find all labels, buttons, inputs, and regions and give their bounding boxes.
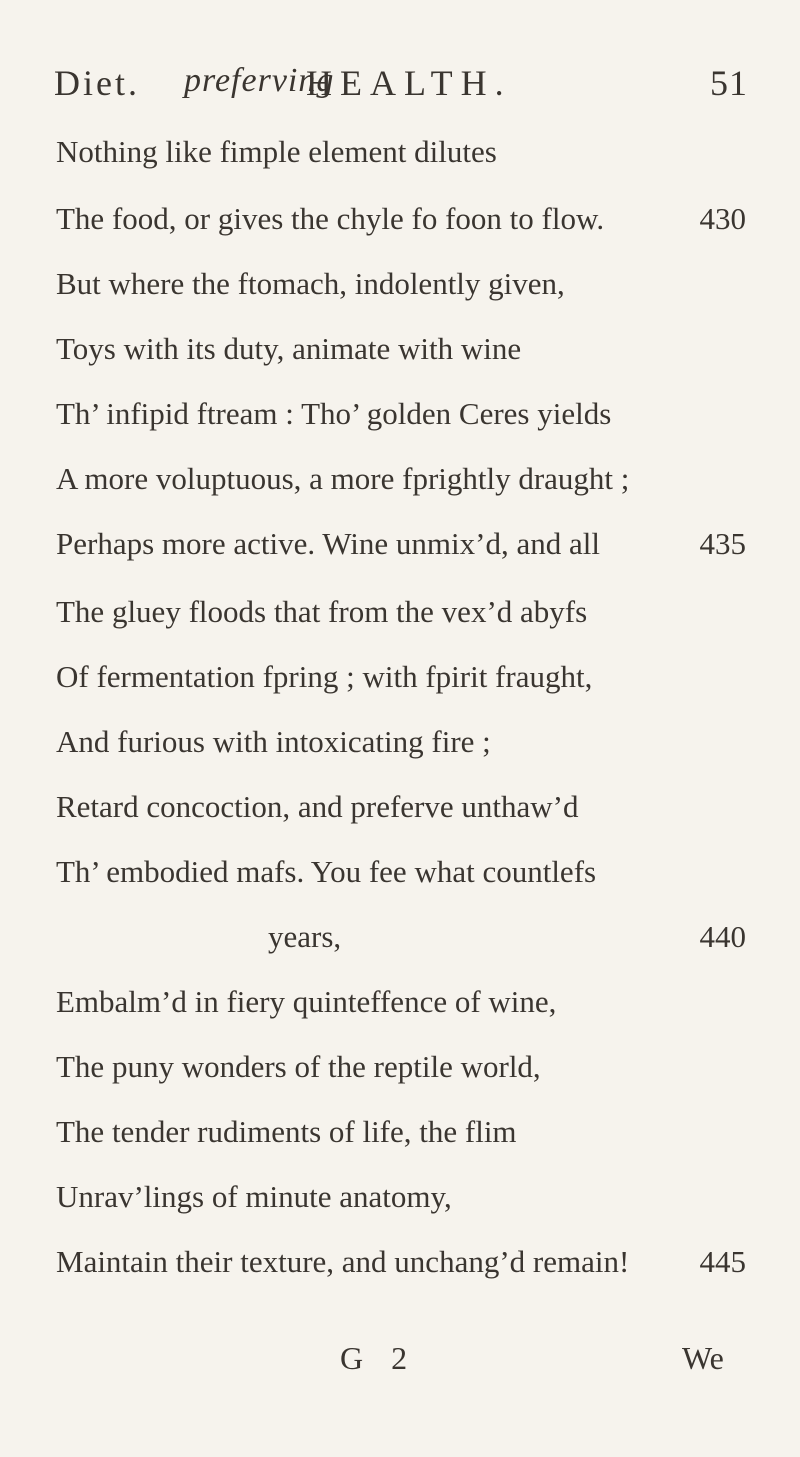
verse-line-text: A more voluptuous, a more fprightly draught ; xyxy=(56,461,630,496)
header-italic-word: preferving xyxy=(184,62,335,99)
verse-line xyxy=(56,1175,746,1219)
verse-line xyxy=(56,262,746,306)
header-section-title: Diet. xyxy=(54,63,140,103)
verse-line-text: Maintain their texture, and unchang’d remain! xyxy=(56,1244,630,1279)
header-health-word: HEALTH. xyxy=(306,63,512,103)
line-number: 430 xyxy=(699,201,746,236)
verse-line-text: The puny wonders of the reptile world, xyxy=(56,1049,541,1084)
verse-line-text: years, xyxy=(268,919,342,954)
running-header xyxy=(54,62,748,108)
verse-line-text: Unrav’lings of minute anatomy, xyxy=(56,1179,452,1214)
verse-line-text: Retard concoction, and preferve unthaw’d xyxy=(56,789,579,824)
catchword: We xyxy=(682,1340,724,1376)
verse-line-text: Perhaps more active. Wine unmix’d, and all xyxy=(56,526,600,561)
verse-line xyxy=(56,457,746,501)
page-footer xyxy=(0,1340,800,1390)
verse-line-text: Th’ infipid ftream : Tho’ golden Ceres yields xyxy=(56,396,612,431)
verse-line xyxy=(56,980,746,1024)
verse-line xyxy=(56,915,746,959)
verse-line-text: And furious with intoxicating fire ; xyxy=(56,724,491,759)
verse-line xyxy=(56,392,746,436)
verse-line xyxy=(56,197,746,241)
verse-line-text: Of fermentation fpring ; with fpirit fraught, xyxy=(56,659,593,694)
line-number: 440 xyxy=(699,919,746,954)
verse-line xyxy=(56,1240,746,1284)
verse-line-text: Th’ embodied mafs. You fee what countlefs xyxy=(56,854,597,889)
verse-line-text: Nothing like fimple element dilutes xyxy=(56,134,497,169)
verse-line xyxy=(56,1045,746,1089)
verse-line xyxy=(56,720,746,764)
verse-line xyxy=(56,850,746,894)
verse-line xyxy=(56,1110,746,1154)
page-number: 51 xyxy=(710,63,748,103)
verse-line xyxy=(56,522,746,566)
verse-line xyxy=(56,130,746,174)
signature-mark: G 2 xyxy=(340,1340,418,1376)
verse-line xyxy=(56,785,746,829)
verse-line xyxy=(56,655,746,699)
verse-line-text: Toys with its duty, animate with wine xyxy=(56,331,522,366)
verse-line xyxy=(56,590,746,634)
line-number: 445 xyxy=(699,1244,746,1279)
verse-line-text: Embalm’d in fiery quinteffence of wine, xyxy=(56,984,557,1019)
verse-line xyxy=(56,327,746,371)
verse-line-text: The tender rudiments of life, the flim xyxy=(56,1114,517,1149)
line-number: 435 xyxy=(699,526,746,561)
verse-line-text: The gluey floods that from the vex’d abyfs xyxy=(56,594,588,629)
verse-line-text: The food, or gives the chyle fo foon to flow. xyxy=(56,201,605,236)
verse-line-text: But where the ftomach, indolently given, xyxy=(56,266,565,301)
